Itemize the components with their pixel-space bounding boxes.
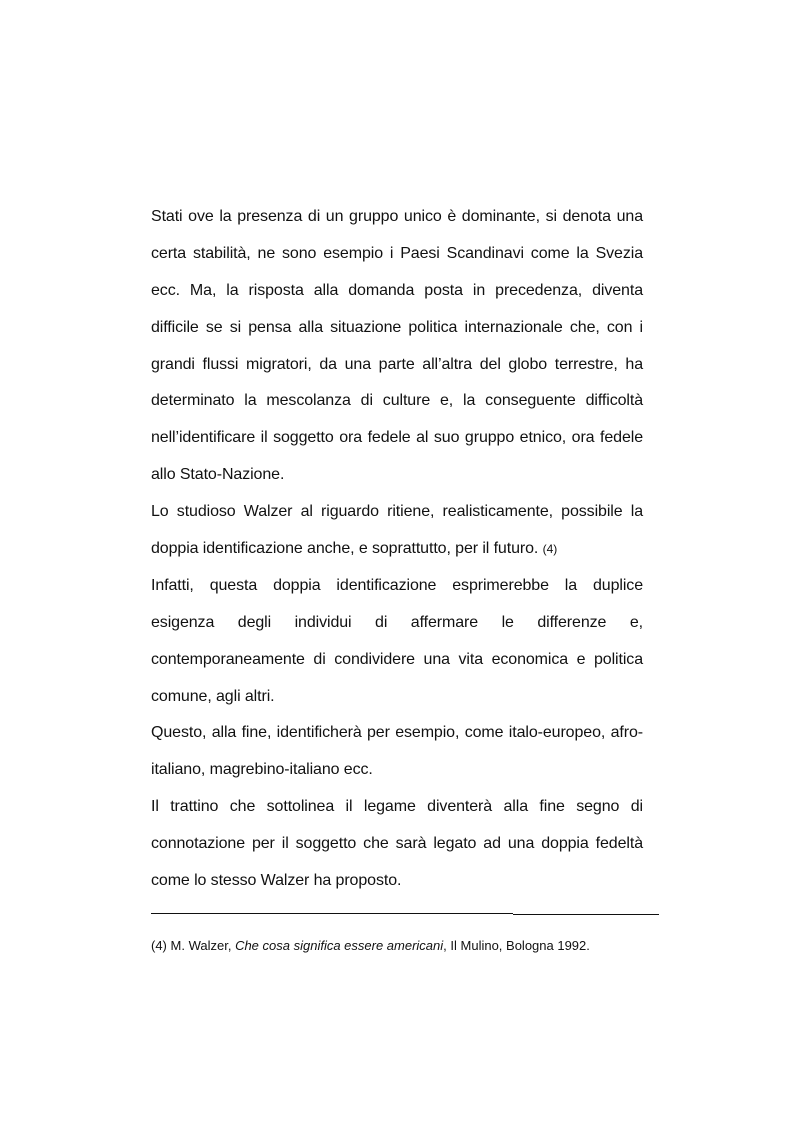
text-line-with-footnote: [151, 531, 643, 568]
text-line: contemporaneamente di condividere una vita economica e politica: [151, 650, 643, 668]
text-line: connotazione per il soggetto che sarà legato ad una doppia fedeltà: [151, 835, 643, 853]
text-line-content: doppia identificazione anche, e soprattutto, per il futuro.: [151, 540, 539, 558]
text-line: Infatti, questa doppia identificazione esprimerebbe la duplice: [151, 576, 643, 594]
paragraph-3: [151, 568, 643, 716]
text-line: esigenza degli individui di affermare le differenze e,: [151, 613, 643, 631]
text-line: comune, agli altri.: [151, 687, 275, 705]
footnote-publication: , Il Mulino, Bologna 1992.: [443, 938, 590, 953]
footnote-separator-extension: [513, 914, 659, 915]
text-line: nell’identificare il soggetto ora fedele al suo gruppo etnico, ora fedele: [151, 429, 643, 447]
body-text: [151, 199, 643, 900]
paragraph-1: [151, 199, 643, 494]
text-line: certa stabilità, ne sono esempio i Paesi Scandinavi come la Svezia: [151, 244, 643, 262]
text-line: Il trattino che sottolinea il legame diventerà alla fine segno di: [151, 798, 643, 816]
text-line: difficile se si pensa alla situazione politica internazionale che, con i: [151, 318, 643, 336]
text-line: come lo stesso Walzer ha proposto.: [151, 872, 402, 890]
text-line: determinato la mescolanza di culture e, la conseguente difficoltà: [151, 392, 643, 410]
footnote-separator: [151, 913, 513, 914]
paragraph-5: [151, 789, 643, 900]
text-line: italiano, magrebino-italiano ecc.: [151, 761, 373, 779]
text-line: Stati ove la presenza di un gruppo unico è dominante, si denota una: [151, 208, 643, 225]
text-line: grandi flussi migratori, da una parte all’altra del globo terrestre, ha: [151, 355, 643, 373]
text-line: Questo, alla fine, identificherà per esempio, come italo-europeo, afro-: [151, 724, 643, 742]
footnote-title: Che cosa significa essere americani: [235, 938, 444, 953]
text-line: Lo studioso Walzer al riguardo ritiene, realisticamente, possibile la: [151, 503, 643, 521]
footnote-number: (4): [151, 938, 167, 953]
text-line: allo Stato-Nazione.: [151, 466, 285, 484]
paragraph-4: [151, 715, 643, 789]
paragraph-2: [151, 494, 643, 568]
footnote-author: M. Walzer,: [170, 938, 232, 953]
text-line: ecc. Ma, la risposta alla domanda posta in precedenza, diventa: [151, 281, 643, 299]
footnote: [151, 937, 671, 955]
footnote-reference[interactable]: (4): [542, 542, 558, 557]
